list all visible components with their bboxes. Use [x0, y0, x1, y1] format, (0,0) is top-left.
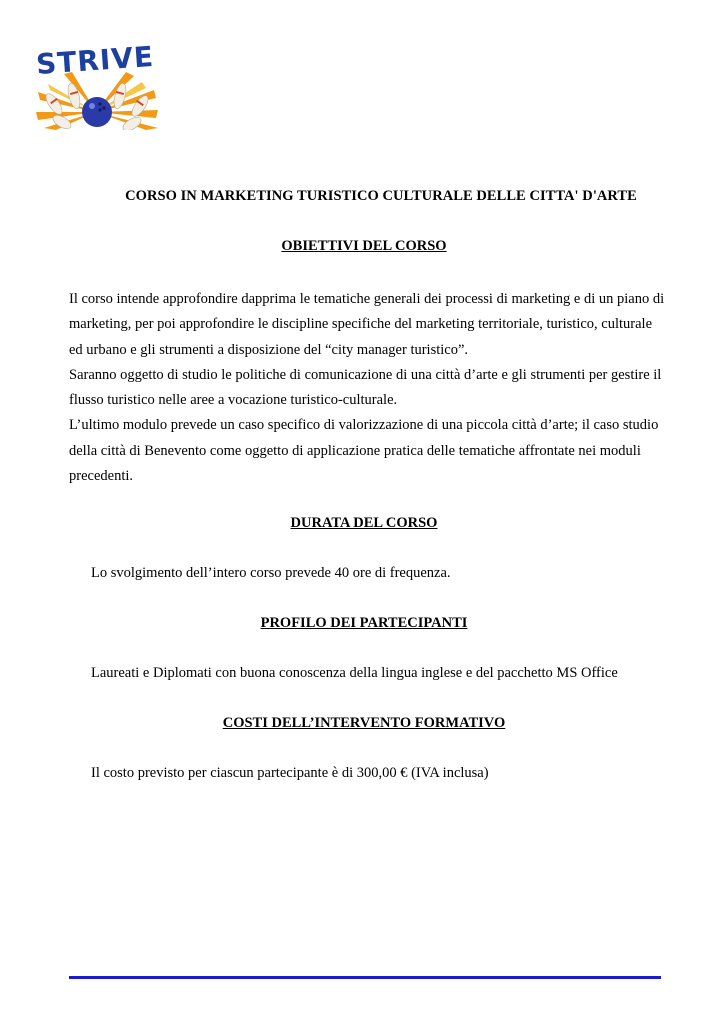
objectives-body [69, 287, 669, 489]
footer-rule [69, 976, 661, 979]
duration-heading: DURATA DEL CORSO [290, 515, 438, 531]
course-title: CORSO IN MARKETING TURISTICO CULTURALE DELLE CITTA' D'ARTE [125, 188, 637, 204]
duration-text: Lo svolgimento dell’intero corso prevede 40 ore di frequenza. [91, 565, 451, 581]
strive-logo [34, 40, 160, 130]
objectives-paragraph: Saranno oggetto di studio le politiche di comunicazione di una città d’arte e gli strumenti per gestire il flusso turistico nelle aree a vocazione turistico-culturale. [69, 366, 662, 409]
costs-text: Il costo previsto per ciascun partecipante è di 300,00 € (IVA inclusa) [91, 765, 489, 781]
logo-graphic [34, 40, 160, 130]
objectives-paragraph: Il corso intende approfondire dapprima le tematiche generali dei processi di marketing e di un piano di marketing, per poi approfondire le discipline specifiche del marketing territoriale, turistico, culturale ed urbano e gli strumenti a disposizione del “city manager turistico”. [69, 291, 665, 358]
costs-heading: COSTI DELL’INTERVENTO FORMATIVO [222, 715, 506, 731]
svg-text:STRIVE: STRIVE [35, 40, 156, 82]
objectives-paragraph: L’ultimo modulo prevede un caso specifico di valorizzazione di una piccola città d’arte; il caso studio della città di Benevento come oggetto di applicazione pratica delle tematiche affrontate nei moduli precedenti. [69, 417, 659, 485]
objectives-heading: OBIETTIVI DEL CORSO [281, 238, 447, 254]
participants-heading: PROFILO DEI PARTECIPANTI [260, 615, 468, 631]
participants-text: Laureati e Diplomati con buona conoscenza della lingua inglese e del pacchetto MS Office [91, 665, 618, 681]
